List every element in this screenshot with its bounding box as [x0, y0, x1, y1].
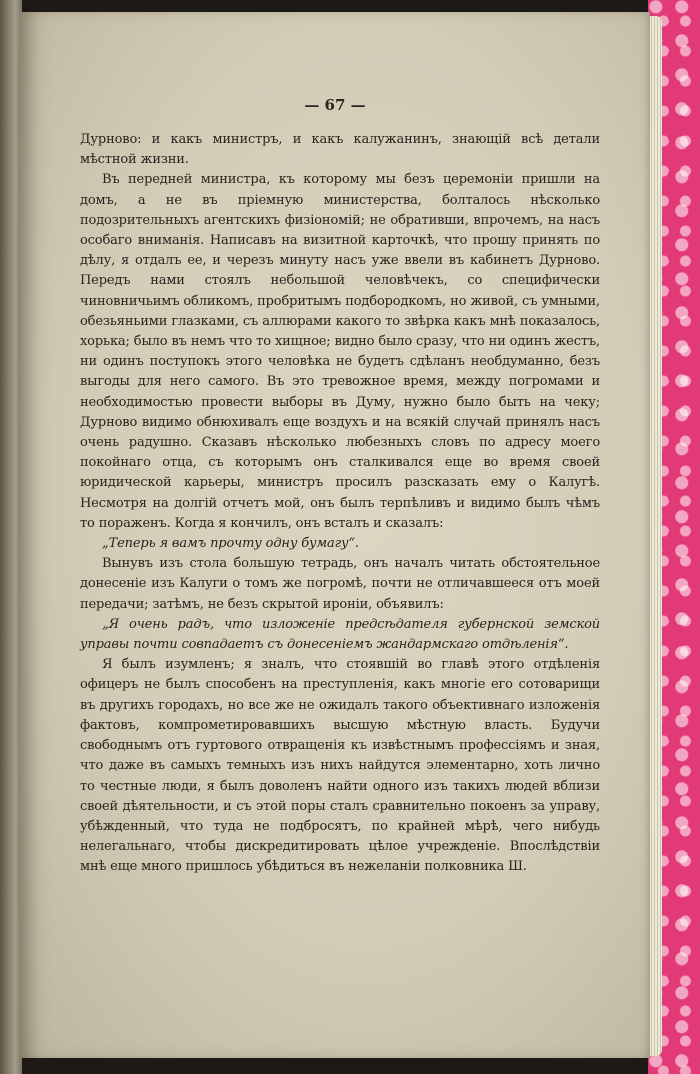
paragraph-4: Вынувъ изъ стола большую тетрадь, онъ началъ читать обстоятельное донесенiе изъ Калуги о томъ же погромѣ, почти не отличавшееся отъ моей передачи; затѣмъ, не безъ скрытой иронiи, объявилъ:: [80, 556, 600, 612]
paragraph-5-quote: „Я очень радъ, что изложенiе предсѣдателя губернской земской управы почти совпадаетъ съ донесенiемъ жандармскаго отдѣленiя“.: [80, 616, 600, 653]
paragraph-3-quote: „Теперь я вамъ прочту одну бумагу“.: [102, 536, 359, 552]
page-body: [80, 130, 600, 878]
paragraph-2: Въ передней министра, къ которому мы безъ церемонiи пришли на домъ, а не въ прiемную министерства, болталось нѣсколько подозрительныхъ агентскихъ физiономiй; не обративши, впрочемъ, на насъ особаго вниманiя. Написавъ на визитной карточкѣ, что прошу принять по дѣлу, я отдалъ ее, и черезъ минуту насъ уже ввели въ кабинетъ Дурново. Передъ нами стоялъ небольшой человѣчекъ, со специфически чиновничьимъ обликомъ, пробритымъ подбородкомъ, но живой, съ умными, обезьяньими глазками, съ аллюрами какого то звѣрка какъ мнѣ показалось, хорька; было въ немъ что то хищное; видно было сразу, что ни одинъ жестъ, ни одинъ поступокъ этого человѣка не будетъ сдѣланъ необдуманно, безъ выгоды для него самого. Въ это тревожное время, между погромами и необходимостью провести выборы въ Думу, нужно было быть на чеку; Дурново видимо обнюхивалъ еще воздухъ и на всякiй случай принялъ насъ очень радушно. Сказавъ нѣсколько любезныхъ словъ по адресу моего покойнаго отца, съ которымъ онъ сталкивался еще во время своей юридической карьеры, министръ просилъ разсказать ему о Калугѣ. Несмотря на долгiй отчетъ мой, онъ былъ терпѣливъ и видимо былъ чѣмъ то пораженъ. Когда я кончилъ, онъ всталъ и сказалъ:: [80, 172, 600, 531]
page-number: — 67 —: [304, 96, 366, 114]
paragraph-6: Я былъ изумленъ; я зналъ, что стоявшiй во главѣ этого отдѣленiя офицеръ не былъ способенъ на преступленiя, какъ многiе его сотоварищи въ другихъ городахъ, но все же не ожидалъ такого объективнаго изложенiя фактовъ, компрометировавшихъ высшую мѣстную власть. Будучи свободнымъ отъ гуртового отвращенiя къ извѣстнымъ профессiямъ и зная, что даже въ самыхъ темныхъ изъ нихъ найдутся элементарно, хоть лично то честные люди, я былъ доволенъ найти одного изъ такихъ людей вблизи своей дѣятельности, и съ этой поры сталъ сравнительно покоенъ за управу, убѣжденный, что туда не подбросятъ, по крайней мѣрѣ, чего нибудь нелегальнаго, чтобы дискредитировать цѣлое учрежденiе. Впослѣдствiи мнѣ еще много пришлось убѣдиться въ нежеланiи полковника Ш.: [80, 657, 600, 875]
previous-page-edge: [0, 0, 22, 1074]
paragraph-1: Дурново: и какъ министръ, и какъ калужанинъ, знающiй всѣ детали мѣстной жизни.: [80, 132, 600, 168]
book-page: [20, 12, 650, 1058]
